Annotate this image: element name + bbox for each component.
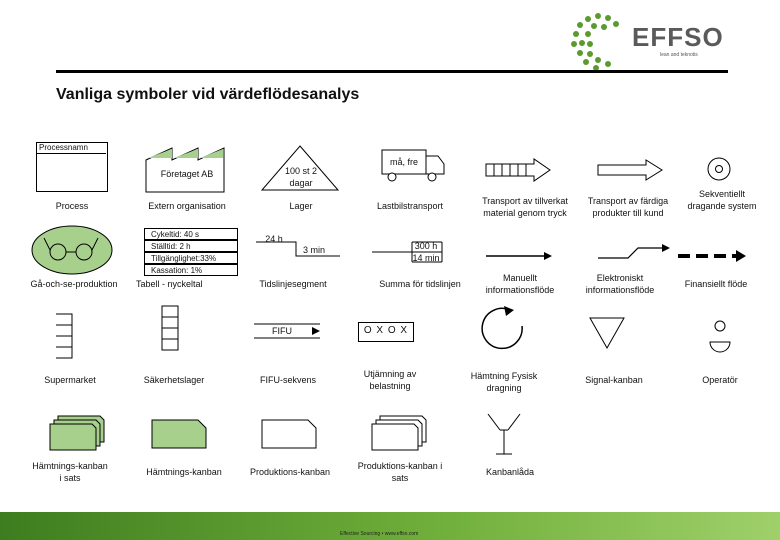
push-arrow-icon xyxy=(484,158,554,182)
finished-goods-label: Transport av färdiga produkter till kund xyxy=(587,196,669,218)
logo-dots-icon xyxy=(568,12,628,72)
data-box-row: Tillgänglighet:33% xyxy=(144,252,238,264)
operator-label: Operatör xyxy=(702,375,738,385)
sequential-pull-icon xyxy=(704,154,734,184)
pull-arrow-icon xyxy=(478,304,528,354)
data-box-row: Ställtid: 2 h xyxy=(144,240,238,252)
signal-kanban-label: Signal-kanban xyxy=(585,375,643,385)
timeline-sum-bottom: 14 min xyxy=(412,253,440,263)
external-org-label: Extern organisation xyxy=(148,201,226,211)
data-box-row: Cykeltid: 40 s xyxy=(144,228,238,240)
process-box-header: Processnamn xyxy=(36,142,106,154)
logo-name: EFFSO xyxy=(632,22,724,52)
supermarket-label: Supermarket xyxy=(44,375,96,385)
data-box-row: Kassation: 1% xyxy=(144,264,238,276)
logo-tagline: lean and teknotis xyxy=(660,52,698,58)
inventory-label: Lager xyxy=(289,201,313,211)
push-arrow-label: Transport av tillverkat material genom tryck xyxy=(482,196,568,218)
kanban-post-icon xyxy=(484,410,524,460)
production-kanban-batch-icon xyxy=(366,414,436,454)
manual-info-arrow-icon xyxy=(484,250,564,262)
external-org-name: Företaget AB xyxy=(160,169,214,179)
goandsee-label: Gå-och-se-produktion xyxy=(30,279,118,289)
kanban-post-label: Kanbanlåda xyxy=(485,467,535,477)
truck-icon xyxy=(380,148,450,188)
manual-info-label: Manuellt informationsflöde xyxy=(485,273,555,295)
electronic-info-arrow-icon xyxy=(596,244,676,264)
truck-text: må, fre xyxy=(389,157,418,167)
signal-kanban-icon xyxy=(584,314,634,354)
operator-icon xyxy=(706,316,736,356)
withdrawal-kanban-label: Hämtnings-kanban xyxy=(146,467,222,477)
electronic-info-label: Elektroniskt informationsflöde xyxy=(585,273,655,295)
leveling-text: O X O X xyxy=(363,325,409,336)
finished-goods-arrow-icon xyxy=(596,158,666,182)
timeline-bottom: 3 min xyxy=(302,245,325,255)
withdrawal-kanban-icon xyxy=(150,418,210,454)
timeline-sum-label: Summa för tidslinjen xyxy=(379,279,461,289)
pull-label: Hämtning Fysisk dragning xyxy=(470,371,538,393)
timeline-top: 24 h xyxy=(265,234,283,244)
fifo-text: FIFU xyxy=(272,326,292,336)
inventory-text: 100 st 2 dagar xyxy=(284,166,318,188)
timeline-sum-top: 300 h xyxy=(414,241,438,251)
title-rule xyxy=(56,70,728,73)
leveling-label: Utjämning av belastning xyxy=(363,369,417,391)
timeline-label: Tidslinjesegment xyxy=(259,279,327,289)
supermarket-icon xyxy=(54,312,84,362)
sequential-pull-label: Sekventiellt dragande system xyxy=(687,189,757,211)
production-kanban-label: Produktions-kanban xyxy=(249,467,331,477)
withdrawal-kanban-batch-icon xyxy=(44,414,114,454)
production-batch-label: Produktions-kanban i sats xyxy=(357,461,443,483)
truck-label: Lastbilstransport xyxy=(376,201,444,211)
financial-flow-arrow-icon xyxy=(676,250,756,262)
footer-text: Effective Sourcing • www.effso.com xyxy=(340,531,419,537)
glasses-icon xyxy=(30,224,120,278)
production-kanban-icon xyxy=(260,418,320,454)
safety-stock-icon xyxy=(158,304,188,356)
safety-stock-label: Säkerhetslager xyxy=(143,375,205,385)
page-title: Vanliga symboler vid värdeflödesanalys xyxy=(56,86,360,103)
table-label: Tabell - nyckeltal xyxy=(136,279,203,289)
financial-flow-label: Finansiellt flöde xyxy=(684,279,748,289)
process-label: Process xyxy=(55,201,89,211)
withdrawal-batch-label: Hämtnings-kanban i sats xyxy=(32,461,108,483)
fifo-label: FIFU-sekvens xyxy=(259,375,316,385)
